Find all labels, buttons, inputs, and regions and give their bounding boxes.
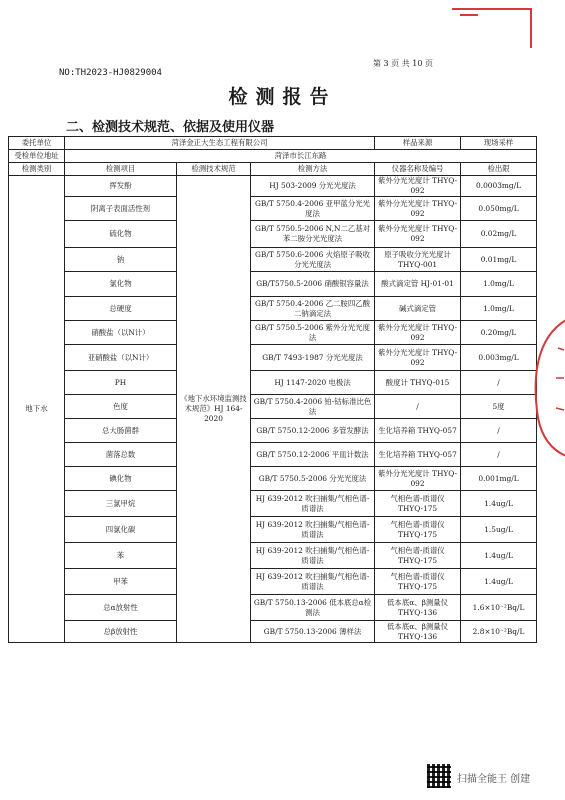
method-cell: HJ 639-2012 吹扫捕集/气相色谱-质谱法: [251, 543, 375, 569]
table-row: [9, 621, 537, 643]
item-cell: 菌落总数: [65, 443, 177, 467]
table-row: [9, 443, 537, 467]
method-cell: GB/T 5750.4-2006 亚甲蓝分光光度法: [251, 197, 375, 221]
table-row: [9, 371, 537, 395]
limit-cell: 2.8×10⁻²Bq/L: [461, 621, 537, 643]
item-cell: 亚硝酸盐（以N计）: [65, 345, 177, 371]
method-cell: HJ 1147-2020 电极法: [251, 371, 375, 395]
table-row: [9, 345, 537, 371]
header-item: 检测项目: [65, 163, 177, 176]
scanner-app-label: 扫描全能王 创建: [457, 774, 531, 785]
table-row: [9, 419, 537, 443]
limit-cell: 1.0mg/L: [461, 297, 537, 321]
limit-cell: 5度: [461, 395, 537, 419]
limit-cell: 1.6×10⁻²Bq/L: [461, 595, 537, 621]
method-cell: GB/T 5750.13-2006 薄样法: [251, 621, 375, 643]
red-seal-right: [528, 318, 565, 458]
instrument-cell: 紫外分光光度计 THYQ-092: [375, 197, 461, 221]
limit-cell: 1.4ug/L: [461, 543, 537, 569]
red-seal-tick: [460, 14, 478, 16]
category-cell: 地下水: [9, 176, 65, 643]
item-cell: 氯化物: [65, 272, 177, 297]
limit-cell: 0.001mg/L: [461, 467, 537, 491]
header-standard: 检测技术规范: [177, 163, 251, 176]
qr-code-icon: [427, 764, 451, 788]
method-cell: GB/T 7493-1987 分光光度法: [251, 345, 375, 371]
item-cell: 苯: [65, 543, 177, 569]
instrument-cell: 紫外分光光度计 THYQ-092: [375, 176, 461, 197]
table-row: [9, 221, 537, 248]
table-row: [9, 197, 537, 221]
instrument-cell: 气相色谱-质谱仪 THYQ-175: [375, 517, 461, 543]
header-method: 检测方法: [251, 163, 375, 176]
method-cell: GB/T 5750.5-2006 分光光度法: [251, 467, 375, 491]
item-cell: 总硬度: [65, 297, 177, 321]
item-cell: 总α放射性: [65, 595, 177, 621]
limit-cell: 0.01mg/L: [461, 248, 537, 272]
instrument-cell: 气相色谱-质谱仪 THYQ-175: [375, 543, 461, 569]
method-cell: HJ 639-2012 吹扫捕集/气相色谱-质谱法: [251, 569, 375, 595]
method-cell: GB/T 5750.4-2006 铂-钴标准比色法: [251, 395, 375, 419]
instrument-cell: 生化培养箱 THYQ-057: [375, 443, 461, 467]
limit-cell: 1.4ug/L: [461, 569, 537, 595]
limit-cell: 0.20mg/L: [461, 321, 537, 345]
table-row: [9, 248, 537, 272]
inspection-table: [8, 136, 537, 643]
page-number: 第 3 页 共 10 页: [373, 59, 433, 68]
item-cell: 三氯甲烷: [65, 491, 177, 517]
instrument-cell: 气相色谱-质谱仪 THYQ-175: [375, 491, 461, 517]
method-cell: GB/T 5750.5-2006 紫外分光光度法: [251, 321, 375, 345]
table-row: [9, 491, 537, 517]
item-cell: 甲苯: [65, 569, 177, 595]
limit-cell: 1.0mg/L: [461, 272, 537, 297]
table-row: [9, 467, 537, 491]
item-cell: 挥发酚: [65, 176, 177, 197]
header-instrument: 仪器名称及编号: [375, 163, 461, 176]
instrument-cell: 碱式滴定管: [375, 297, 461, 321]
address-label: 受检单位地址: [9, 150, 65, 163]
method-cell: GB/T 5750.5-2006 N,N二乙基对苯二胺分光光度法: [251, 221, 375, 248]
limit-cell: 1.4ug/L: [461, 491, 537, 517]
instrument-cell: /: [375, 395, 461, 419]
table-row: [9, 272, 537, 297]
limit-cell: 0.003mg/L: [461, 345, 537, 371]
limit-cell: 0.050mg/L: [461, 197, 537, 221]
instrument-cell: 气相色谱-质谱仪 THYQ-175: [375, 569, 461, 595]
item-cell: 钠: [65, 248, 177, 272]
header-category: 检测类别: [9, 163, 65, 176]
instrument-cell: 低本底α、β测量仪 THYQ-136: [375, 621, 461, 643]
instrument-cell: 紫外分光光度计 THYQ-092: [375, 345, 461, 371]
table-row: [9, 569, 537, 595]
limit-cell: /: [461, 419, 537, 443]
method-cell: HJ 639-2012 吹扫捕集/气相色谱-质谱法: [251, 517, 375, 543]
method-cell: HJ 503-2009 分光光度法: [251, 176, 375, 197]
table-row: [9, 543, 537, 569]
instrument-cell: 酸度计 THYQ-015: [375, 371, 461, 395]
instrument-cell: 紫外分光光度计 THYQ-092: [375, 467, 461, 491]
header-limit: 检出限: [461, 163, 537, 176]
section-title: 二、检测技术规范、依据及使用仪器: [66, 120, 275, 135]
method-cell: GB/T 5750.13-2006 低本底总α检测法: [251, 595, 375, 621]
limit-cell: 0.02mg/L: [461, 221, 537, 248]
item-cell: 色度: [65, 395, 177, 419]
instrument-cell: 酸式滴定管 HJ-01-01: [375, 272, 461, 297]
limit-cell: /: [461, 371, 537, 395]
method-cell: GB/T 5750.4-2006 乙二胺四乙酸二钠滴定法: [251, 297, 375, 321]
client-value: 菏泽金正大生态工程有限公司: [65, 137, 375, 150]
table-row: [9, 395, 537, 419]
instrument-cell: 原子吸收分光光度计 THYQ-001: [375, 248, 461, 272]
method-cell: GB/T5750.5-2006 硝酸银容量法: [251, 272, 375, 297]
method-cell: GB/T 5750.12-2006 平皿计数法: [251, 443, 375, 467]
standard-cell: 《地下水环境监测技术规范》HJ 164-2020: [177, 176, 251, 643]
item-cell: 总β放射性: [65, 621, 177, 643]
limit-cell: 1.5ug/L: [461, 517, 537, 543]
limit-cell: /: [461, 443, 537, 467]
limit-cell: 0.0003mg/L: [461, 176, 537, 197]
instrument-cell: 紫外分光光度计 THYQ-092: [375, 321, 461, 345]
table-row: [9, 595, 537, 621]
item-cell: 硝酸盐（以N计）: [65, 321, 177, 345]
item-cell: 阴离子表面活性剂: [65, 197, 177, 221]
page-title: 检测报告: [228, 86, 337, 108]
method-cell: HJ 639-2012 吹扫捕集/气相色谱-质谱法: [251, 491, 375, 517]
table-row: [9, 517, 537, 543]
table-row: [9, 297, 537, 321]
instrument-cell: 低本底α、β测量仪 THYQ-136: [375, 595, 461, 621]
client-label: 委托单位: [9, 137, 65, 150]
sample-source-label: 样品来源: [375, 137, 461, 150]
instrument-cell: 生化培养箱 THYQ-057: [375, 419, 461, 443]
item-cell: 碘化物: [65, 467, 177, 491]
address-value: 菏泽市长江东路: [65, 150, 537, 163]
table-row: [9, 176, 537, 197]
report-number: NO:TH2023-HJ0829004: [59, 68, 162, 78]
sample-source-value: 现场采样: [461, 137, 537, 150]
instrument-cell: 紫外分光光度计 THYQ-092: [375, 221, 461, 248]
item-cell: 总大肠菌群: [65, 419, 177, 443]
method-cell: GB/T 5750.12-2006 多管发酵法: [251, 419, 375, 443]
item-cell: 硫化物: [65, 221, 177, 248]
item-cell: 四氯化碳: [65, 517, 177, 543]
item-cell: PH: [65, 371, 177, 395]
table-row: [9, 321, 537, 345]
method-cell: GB/T 5750.6-2006 火焰原子吸收分光光度法: [251, 248, 375, 272]
